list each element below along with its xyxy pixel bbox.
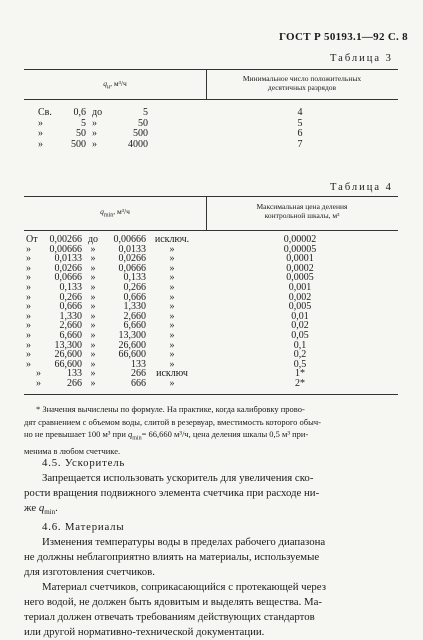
- table4-cell-e: »: [169, 378, 175, 389]
- table4-cell-e: »: [169, 272, 175, 284]
- table4-value: 1*: [295, 368, 305, 380]
- table3-cell-a: »: [38, 128, 43, 139]
- table4-cell-c: »: [90, 310, 96, 322]
- table4-cell-c: »: [90, 243, 96, 255]
- table3-col1-header: $q_н$, м³/ч: [103, 79, 127, 91]
- table4-cell-a: »: [26, 272, 31, 284]
- table4-value: 0,05: [291, 330, 309, 341]
- table4-value: 0,2: [293, 349, 307, 361]
- table4-cell-b: 6,660: [59, 330, 82, 341]
- table4-value: 0,01: [291, 310, 309, 322]
- table4-cell-c: »: [90, 253, 96, 265]
- table4-cell-d: 666: [131, 378, 146, 389]
- table4-cell-c: »: [90, 272, 96, 284]
- table4-col1-header: $q_{min}$, м³/ч: [100, 207, 130, 219]
- table4-cell-d: 13,300: [118, 330, 146, 341]
- table4-cell-b: 0,00266: [49, 234, 82, 245]
- table4-top-rule: [24, 196, 398, 197]
- table3-cell-c: до: [92, 107, 103, 118]
- table3-top-rule: [24, 69, 398, 70]
- table4-value: 0,0002: [286, 262, 314, 274]
- table3-value: 4: [297, 107, 303, 118]
- table4-cell-d: 0,266: [123, 282, 146, 293]
- table4-cell-e: »: [169, 349, 175, 361]
- section-4-6-heading: 4.6. Материалы: [42, 521, 125, 533]
- table4-cell-b: 0,0666: [54, 272, 82, 284]
- table4-cell-a: »: [26, 291, 31, 303]
- table4-cell-b: 66,600: [54, 358, 82, 370]
- table4-cell-a: От: [26, 234, 38, 245]
- table4-value: 0,5: [293, 358, 307, 370]
- table4-cell-e: »: [169, 330, 175, 341]
- table3-cell-b: 500: [71, 138, 86, 150]
- table4-cell-c: »: [90, 358, 96, 370]
- table3-value: 6: [297, 128, 303, 139]
- table3-cell-d: 5: [143, 107, 148, 118]
- footnote: * Значения вычислены по формуле. На практике, когда калибровку прово- дят сравнением с объемом воды, слитой в резервуар, вместимость которого обыч- но не превышает 100 м³ при $q_{min}= 66,660$ м³/ч, цена деления шкалы 0,5 м³ при- менима в любом счетчике.: [24, 404, 321, 457]
- table4-cell-b: 13,300: [54, 339, 82, 351]
- table4-cell-d: 0,0666: [118, 262, 146, 274]
- table4-cell-c: »: [90, 320, 96, 332]
- section-4-6-para2: Материал счетчиков, соприкасающийся с протекающей через него водой, не должен быть ядовитым и выделять вещества. Ма- териал должен отвечать требованиям действующих стандартов или другой нормативно-технической документации.: [24, 581, 326, 638]
- table4-value: 0,001: [288, 282, 312, 293]
- table4-cell-a: »: [26, 320, 31, 332]
- table4-cell-a: »: [26, 243, 31, 255]
- table4-cell-d: 0,133: [123, 272, 146, 284]
- table4-cell-a: »: [26, 262, 31, 274]
- table4-cell-c: »: [90, 378, 96, 389]
- table3-cell-d: 500: [133, 128, 148, 139]
- table3-cell-a: Св.: [38, 107, 52, 118]
- table3-cell-c: »: [92, 128, 97, 139]
- table4-cell-a: »: [26, 339, 31, 351]
- table3-cell-a: »: [38, 117, 43, 129]
- table4-cell-a: »: [36, 368, 41, 380]
- table4-col2-header: Максимальная цена деления контрольной шкалы, м³: [256, 202, 348, 220]
- table4-cell-d: 66,600: [118, 349, 146, 361]
- table4-cell-d: 266: [131, 368, 146, 380]
- table4-cell-a: »: [26, 349, 31, 361]
- table4-cell-e: исключ.: [154, 234, 190, 245]
- table4-cell-d: 26,600: [118, 339, 146, 351]
- table4-cell-a: »: [26, 358, 31, 370]
- table4-cell-e: »: [169, 291, 175, 303]
- table4-cell-e: »: [169, 339, 175, 351]
- table4-caption: Таблица 4: [330, 182, 393, 193]
- table4-cell-c: до: [87, 234, 99, 245]
- table4-cell-b: 0,00666: [49, 243, 82, 255]
- table4-cell-a: »: [26, 282, 31, 293]
- table4-cell-c: »: [90, 301, 96, 313]
- table4-cell-c: »: [90, 262, 96, 274]
- table4-cell-b: 133: [67, 368, 82, 380]
- table4-cell-c: »: [90, 291, 96, 303]
- table3-caption: Таблица 3: [330, 53, 393, 64]
- table4-cell-b: 0,266: [59, 291, 82, 303]
- table4-cell-a: »: [26, 253, 31, 265]
- table4-cell-b: 1,330: [59, 310, 82, 322]
- table4-value: 0,00005: [283, 243, 317, 255]
- table4-value: 0,02: [291, 320, 309, 332]
- table4-cell-e: »: [169, 358, 175, 370]
- table4-cell-a: »: [36, 378, 41, 389]
- table4-value: 0,1: [293, 339, 307, 351]
- table4-cell-e: »: [169, 320, 175, 332]
- table4-cell-c: »: [90, 339, 96, 351]
- table4-cell-e: исключ: [156, 368, 188, 380]
- table4-cell-a: »: [26, 310, 31, 322]
- table3-cell-a: »: [38, 138, 43, 150]
- section-4-5-heading: 4.5. Ускоритель: [42, 457, 126, 469]
- table3-value: 7: [297, 138, 303, 150]
- table4-cell-b: 0,666: [59, 301, 82, 313]
- table3-cell-b: 50: [76, 128, 86, 139]
- table4-cell-b: 2,660: [59, 320, 82, 332]
- table4-cell-e: »: [169, 253, 175, 265]
- page-header: ГОСТ Р 50193.1—92 С. 8: [279, 31, 408, 43]
- section-4-5-text: Запрещается использовать ускоритель для увеличения ско- рости вращения подвижного элемента счетчика при расходе ни- же $q_{min}$.: [24, 472, 320, 517]
- table4-bottom-rule: [24, 394, 398, 395]
- table3-cell-c: »: [92, 138, 97, 150]
- table4-cell-b: 0,133: [59, 282, 82, 293]
- table3-cell-c: »: [92, 117, 97, 129]
- table4-value: 2*: [295, 378, 305, 389]
- table4-cell-b: 266: [67, 378, 82, 389]
- table4-cell-d: 2,660: [123, 310, 146, 322]
- table4-cell-b: 0,0133: [54, 253, 82, 265]
- table3-header-rule: [24, 99, 398, 100]
- table4-cell-e: »: [169, 301, 175, 313]
- table4-cell-b: 0,0266: [54, 262, 82, 274]
- table4-value: 0,0005: [286, 272, 314, 284]
- table4-value: 0,0001: [286, 253, 314, 265]
- table4-cell-d: 0,00666: [113, 234, 146, 245]
- table4-value: 0,002: [288, 291, 312, 303]
- table4-cell-d: 133: [131, 358, 146, 370]
- table4-value: 0,00002: [283, 234, 317, 245]
- table4-cell-d: 0,666: [123, 291, 146, 303]
- table4-cell-e: »: [169, 282, 175, 293]
- table4-cell-a: »: [26, 330, 31, 341]
- table4-cell-d: 0,0133: [118, 243, 146, 255]
- table4-cell-d: 6,660: [123, 320, 146, 332]
- table4-cell-e: »: [169, 310, 175, 322]
- table4-cell-c: »: [90, 282, 96, 293]
- table4-cell-d: 0,0266: [118, 253, 146, 265]
- table3-cell-b: 5: [81, 117, 86, 129]
- table4-cell-a: »: [26, 301, 31, 313]
- table4-cell-e: »: [169, 262, 175, 274]
- table4-cell-c: »: [90, 349, 96, 361]
- table4-value: 0,005: [288, 301, 312, 313]
- table4-cell-e: »: [169, 243, 175, 255]
- table4-cell-c: »: [90, 368, 96, 380]
- table3-col2-header: Минимальное число положительных десятичных разрядов: [242, 74, 362, 92]
- table4-cell-b: 26,600: [54, 349, 82, 361]
- table3-value: 5: [297, 117, 303, 129]
- table4-header-rule: [24, 230, 398, 231]
- section-4-6-para1: Изменения температуры воды в пределах рабочего диапазона не должны неблагоприятно влиять на материалы, используемые для изготовления счетчиков.: [24, 536, 326, 578]
- table4-cell-c: »: [90, 330, 96, 341]
- table3-cell-d: 50: [138, 117, 148, 129]
- table3-cell-d: 4000: [128, 138, 148, 150]
- table4-cell-d: 1,330: [123, 301, 146, 313]
- table3-cell-b: 0,6: [73, 107, 86, 118]
